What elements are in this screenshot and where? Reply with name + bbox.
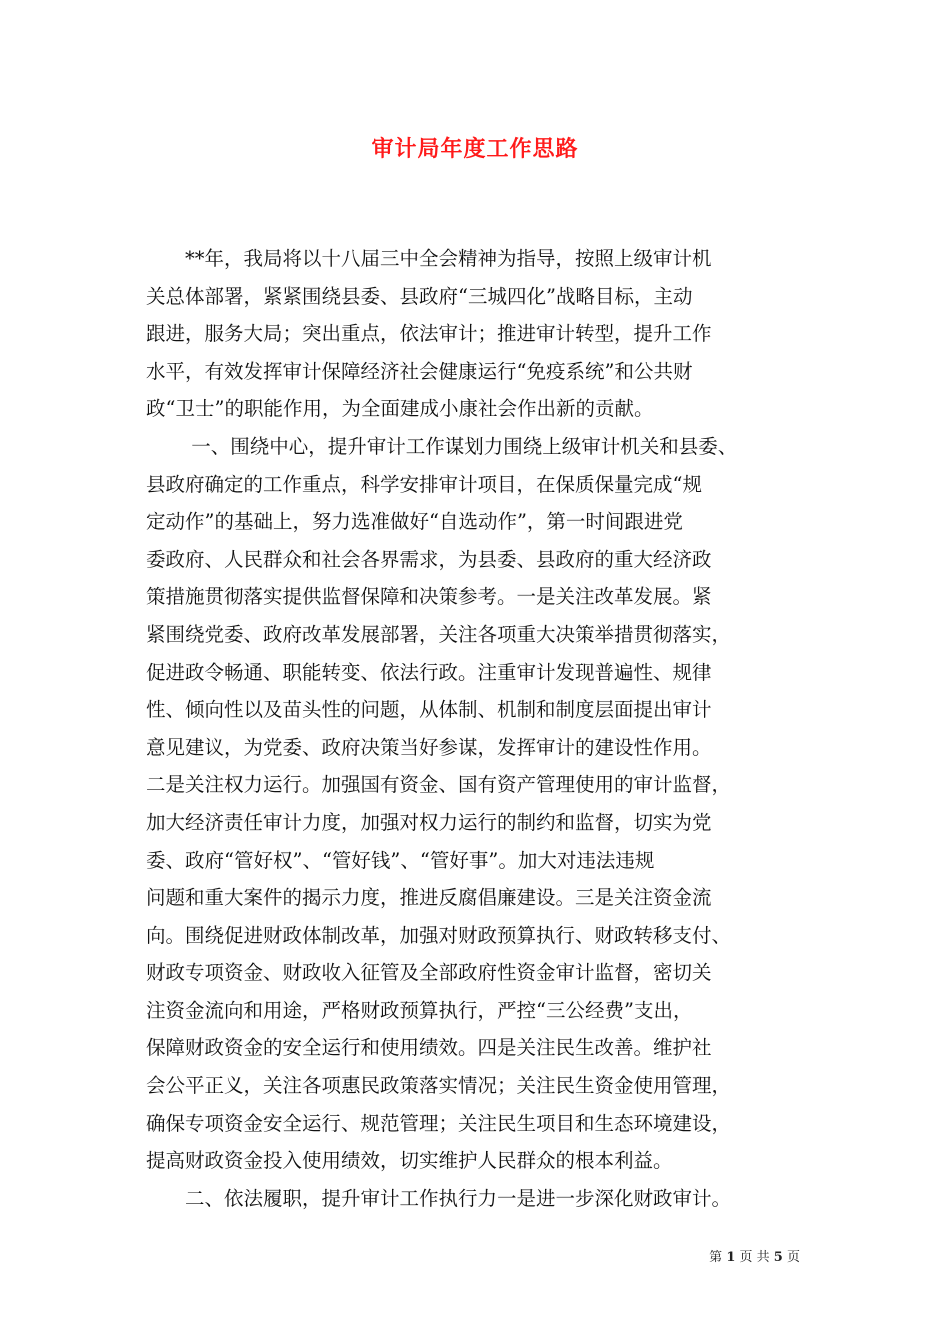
text-line: 策措施贯彻落实提供监督保障和决策参考。一是关注改革发展。紧 <box>146 585 712 609</box>
text-line: 关总体部署，紧紧围绕县委、县政府“三城四化”战略目标，主动 <box>146 284 693 308</box>
text-line: 跟进，服务大局；突出重点，依法审计；推进审计转型，提升工作 <box>146 322 712 346</box>
total-pages-number: 5 <box>773 1250 783 1265</box>
text-line: 水平，有效发挥审计保障经济社会健康运行“免疫系统”和公共财 <box>146 359 693 383</box>
paragraph-1 <box>146 240 814 428</box>
text-line: 一、围绕中心，提升审计工作谋划力围绕上级审计机关和县委、 <box>146 434 738 458</box>
text-line: 意见建议，为党委、政府决策当好参谋，发挥审计的建设性作用。 <box>146 735 712 759</box>
text-line: 二、依法履职，提升审计工作执行力一是进一步深化财政审计。 <box>146 1186 732 1210</box>
text-line: **年，我局将以十八届三中全会精神为指导，按照上级审计机 <box>146 247 712 270</box>
text-line: 提高财政资金投入使用绩效，切实维护人民群众的根本利益。 <box>146 1149 673 1173</box>
text-line: 二是关注权力运行。加强国有资金、国有资产管理使用的审计监督， <box>146 773 732 797</box>
footer-suffix: 页 <box>786 1250 800 1265</box>
current-page-number: 1 <box>726 1250 736 1265</box>
text-line: 确保专项资金安全运行、规范管理；关注民生项目和生态环境建设， <box>146 1111 732 1135</box>
paragraph-2 <box>146 428 814 1180</box>
text-line: 注资金流向和用途，严格财政预算执行，严控“三公经费”支出， <box>146 998 693 1022</box>
text-line: 县政府确定的工作重点，科学安排审计项目，在保质保量完成“规 <box>146 472 702 496</box>
text-line: 加大经济责任审计力度，加强对权力运行的制约和监督，切实为党 <box>146 810 712 834</box>
paragraph-3 <box>146 1180 814 1218</box>
text-line: 会公平正义，关注各项惠民政策落实情况；关注民生资金使用管理， <box>146 1074 732 1098</box>
text-line: 保障财政资金的安全运行和使用绩效。四是关注民生改善。维护社 <box>146 1036 712 1060</box>
text-line: 委、政府“管好权”、“管好钱”、“管好事”。加大对违法违规 <box>146 848 655 872</box>
text-line: 紧围绕党委、政府改革发展部署，关注各项重大决策举措贯彻落实， <box>146 622 732 646</box>
document-title: 审计局年度工作思路 <box>371 136 579 162</box>
text-line: 问题和重大案件的揭示力度，推进反腐倡廉建设。三是关注资金流 <box>146 886 712 910</box>
document-body <box>146 240 814 1217</box>
footer-prefix: 第 <box>709 1250 723 1265</box>
footer-middle: 页 共 <box>739 1250 770 1265</box>
text-line: 向。围绕促进财政体制改革，加强对财政预算执行、财政转移支付、 <box>146 923 732 947</box>
page-footer <box>709 1246 800 1265</box>
text-line: 性、倾向性以及苗头性的问题，从体制、机制和制度层面提出审计 <box>146 698 712 722</box>
text-line: 财政专项资金、财政收入征管及全部政府性资金审计监督，密切关 <box>146 961 712 985</box>
text-line: 委政府、人民群众和社会各界需求，为县委、县政府的重大经济政 <box>146 547 712 571</box>
text-line: 定动作”的基础上，努力选准做好“自选动作”，第一时间跟进党 <box>146 510 683 534</box>
text-line: 促进政令畅通、职能转变、依法行政。注重审计发现普遍性、规律 <box>146 660 712 684</box>
text-line: 政“卫士”的职能作用，为全面建成小康社会作出新的贡献。 <box>146 397 654 421</box>
